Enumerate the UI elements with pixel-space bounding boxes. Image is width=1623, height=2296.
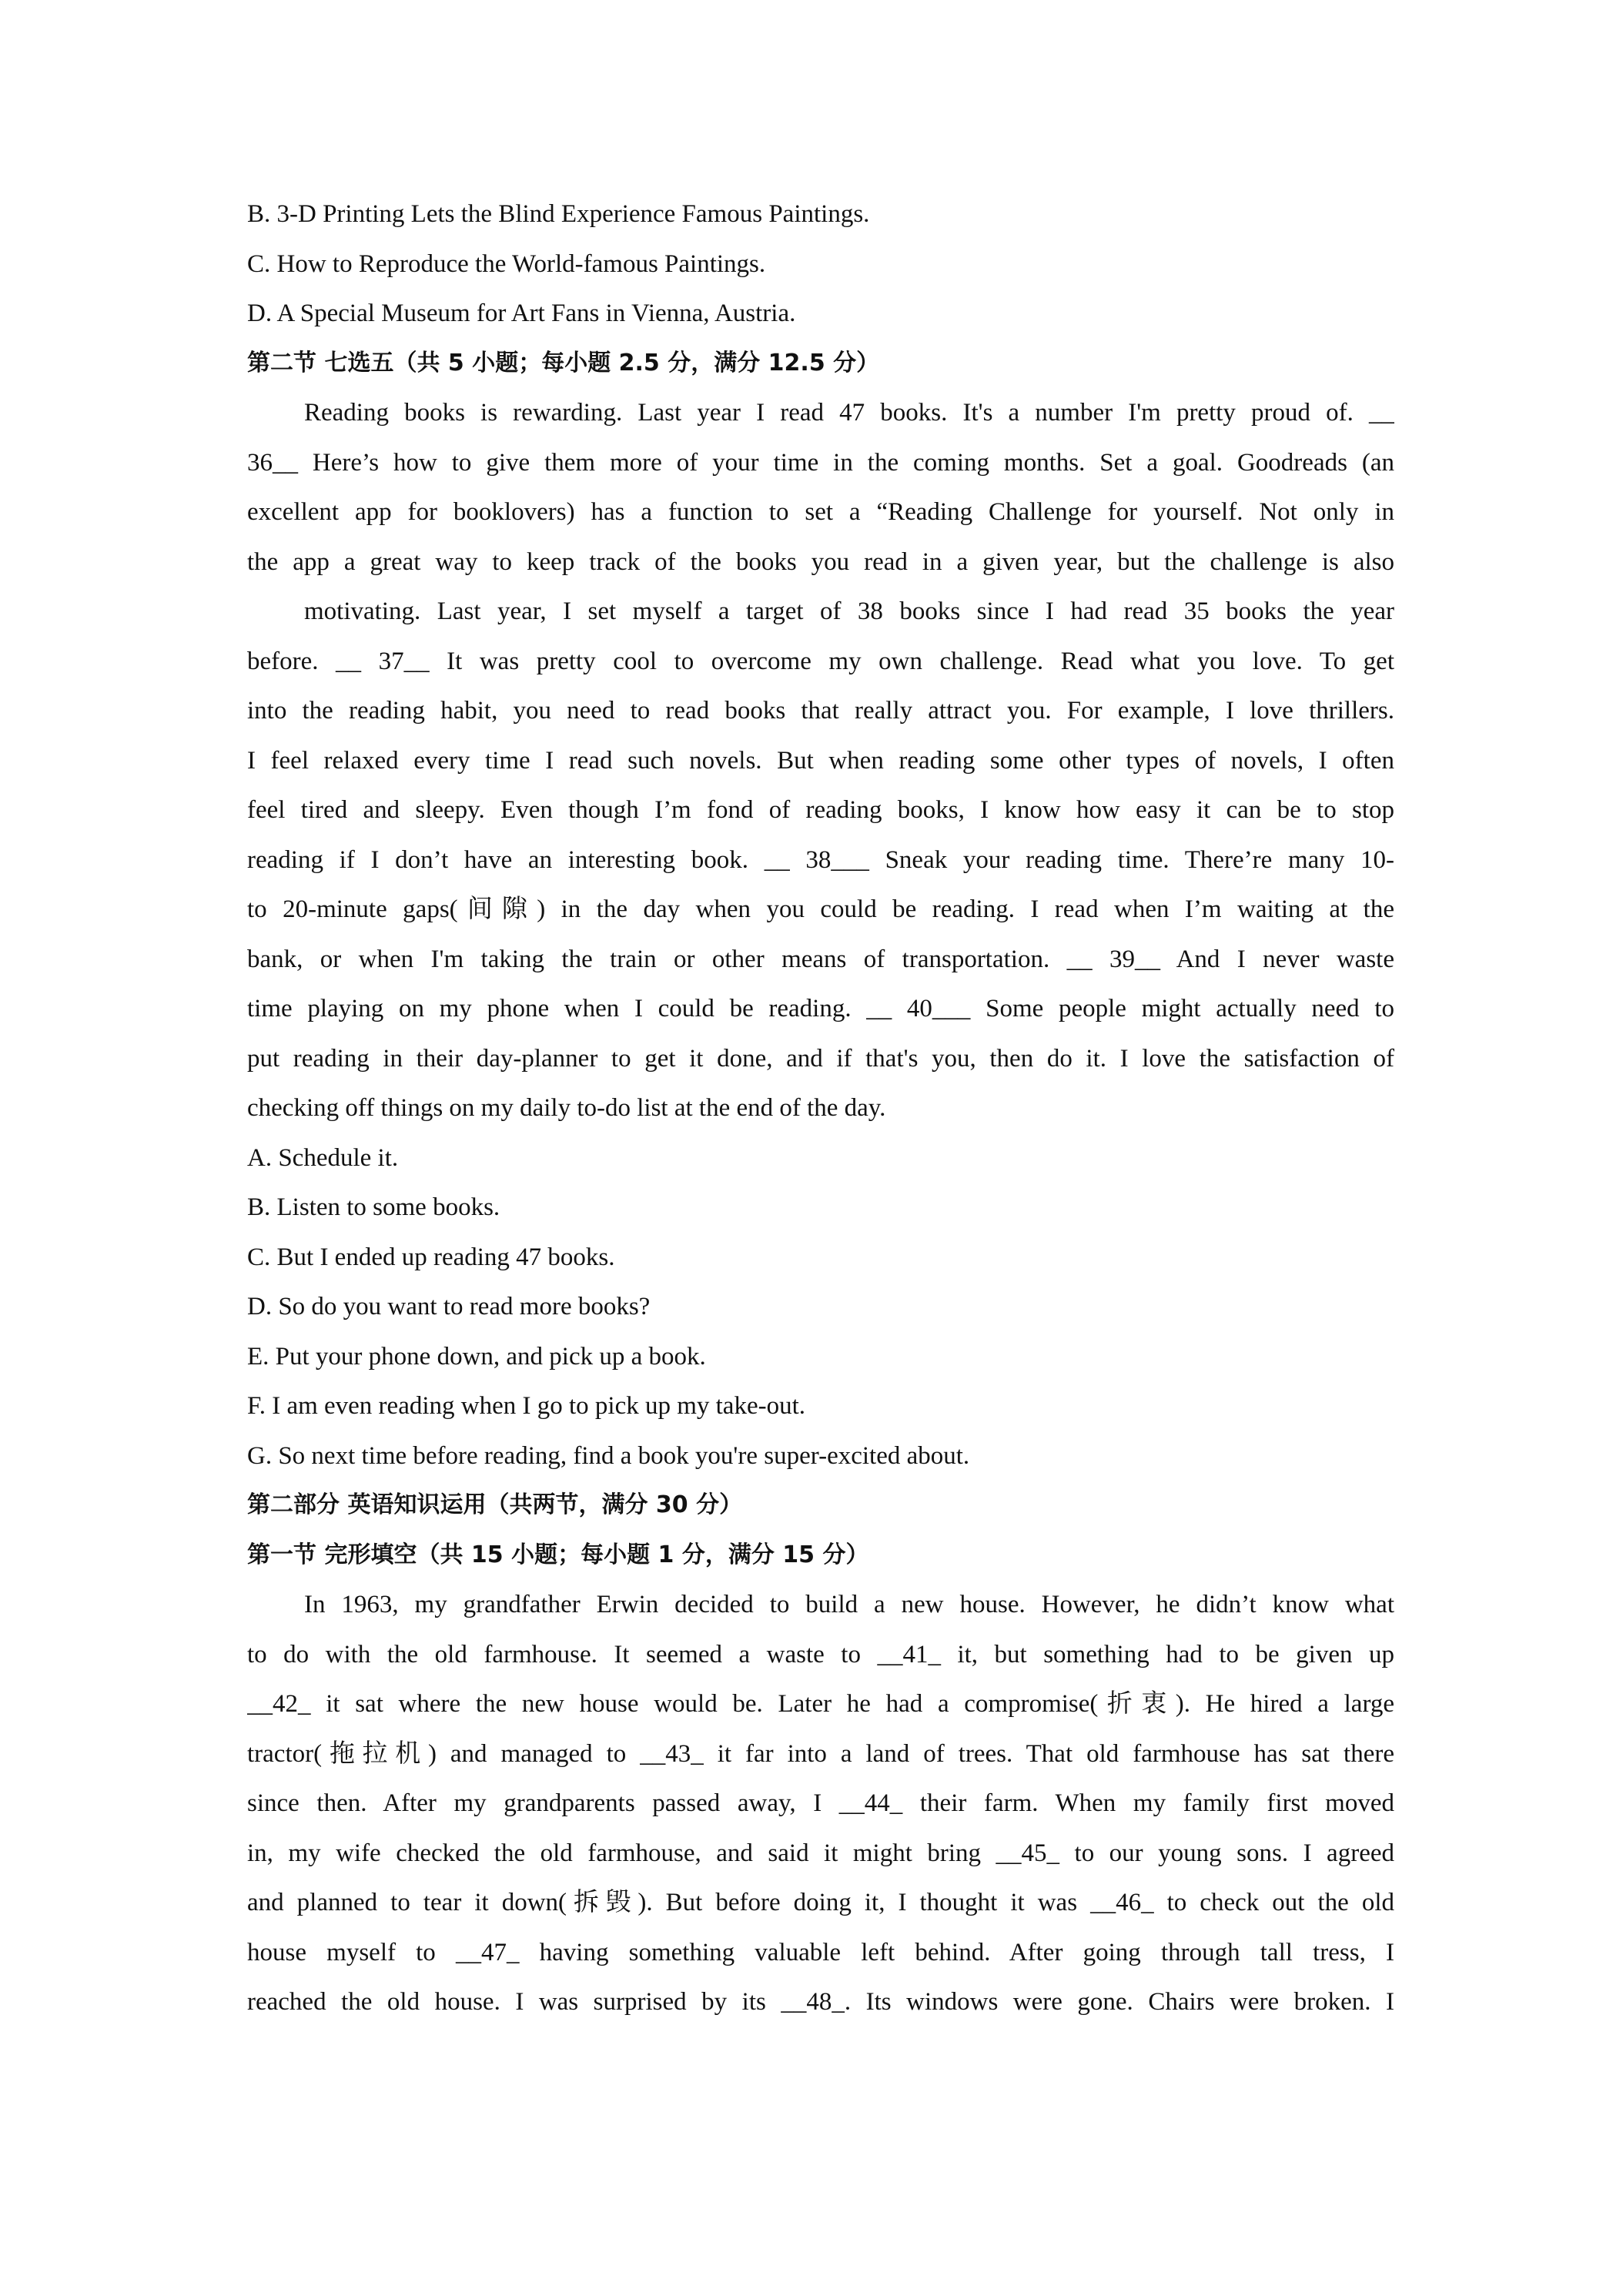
passage-line: to 20-minute gaps(间隙) in the day when you could be reading. I read when I’m waiting at the	[247, 895, 1394, 923]
passage-line: In 1963, my grandfather Erwin decided to build a new house. However, he didn’t know what	[304, 1591, 1394, 1618]
option-line: E. Put your phone down, and pick up a book.	[247, 1342, 706, 1371]
passage-reading-books	[247, 388, 1394, 1133]
option-line: D. So do you want to read more books?	[247, 1293, 651, 1320]
section1-heading: 第一节 完形填空（共 15 小题；每小题 1 分，满分 15 分）	[247, 1541, 869, 1568]
passage-farmhouse	[247, 1580, 1394, 2027]
passage-line: house myself to __47_ having something valuable left behind. After going through tall tress, I	[247, 1938, 1394, 1966]
passage-line: into the reading habit, you need to read books that really attract you. For example, I love thrillers.	[247, 697, 1394, 725]
option-line: F. I am even reading when I go to pick up my take-out.	[247, 1392, 806, 1420]
passage-line: I feel relaxed every time I read such novels. But when reading some other types of novels, I often	[247, 746, 1394, 775]
option-line: B. 3-D Printing Lets the Blind Experience Famous Paintings.	[247, 200, 870, 228]
option-line: C. But I ended up reading 47 books.	[247, 1243, 615, 1271]
page-content	[247, 189, 1394, 2027]
option-line: A. Schedule it.	[247, 1143, 399, 1172]
passage-line: checking off things on my daily to-do list at the end of the day.	[247, 1094, 886, 1122]
passage-line: time playing on my phone when I could be reading. __ 40___ Some people might actually need to	[247, 995, 1394, 1022]
section2-heading: 第二节 七选五（共 5 小题；每小题 2.5 分，满分 12.5 分）	[247, 349, 880, 377]
option-line: D. A Special Museum for Art Fans in Vienna, Austria.	[247, 300, 796, 327]
passage-line: to do with the old farmhouse. It seemed a waste to __41_ it, but something had to be given up	[247, 1640, 1394, 1668]
passage-line: and planned to tear it down(拆毁). But before doing it, I thought it was __46_ to check out the old	[247, 1889, 1394, 1916]
passage-line: motivating. Last year, I set myself a target of 38 books since I had read 35 books the year	[304, 597, 1394, 625]
passage-line: 36__ Here’s how to give them more of your time in the coming months. Set a goal. Goodreads (an	[247, 448, 1394, 477]
passage-line: the app a great way to keep track of the books you read in a given year, but the challenge is also	[247, 547, 1394, 576]
passage-line: excellent app for booklovers) has a function to set a “Reading Challenge for yourself. Not only in	[247, 498, 1394, 526]
options-top	[247, 189, 1394, 339]
seven-options-list	[247, 1133, 1394, 1481]
passage-line: Reading books is rewarding. Last year I read 47 books. It's a number I'm pretty proud of. __	[304, 399, 1394, 427]
passage-line: feel tired and sleepy. Even though I’m fond of reading books, I know how easy it can be to stop	[247, 796, 1394, 824]
passage-line: since then. After my grandparents passed away, I __44_ their farm. When my family first moved	[247, 1789, 1394, 1817]
passage-line: bank, or when I'm taking the train or other means of transportation. __ 39__ And I never waste	[247, 945, 1394, 973]
passage-line: in, my wife checked the old farmhouse, and said it might bring __45_ to our young sons. I agreed	[247, 1839, 1394, 1867]
passage-line: reading if I don’t have an interesting book. __ 38___ Sneak your reading time. There’re many 10-	[247, 845, 1394, 874]
part2-heading: 第二部分 英语知识运用（共两节，满分 30 分）	[247, 1491, 743, 1518]
option-line: C. How to Reproduce the World-famous Paintings.	[247, 249, 766, 278]
passage-line: put reading in their day-planner to get it done, and if that's you, then do it. I love the satisfaction of	[247, 1044, 1394, 1073]
option-line: G. So next time before reading, find a book you're super-excited about.	[247, 1441, 970, 1470]
passage-line: before. __ 37__ It was pretty cool to overcome my own challenge. Read what you love. To get	[247, 647, 1394, 675]
passage-line: reached the old house. I was surprised by its __48_. Its windows were gone. Chairs were broken. I	[247, 1988, 1394, 2016]
option-line: B. Listen to some books.	[247, 1193, 500, 1221]
passage-line: tractor(拖拉机) and managed to __43_ it far into a land of trees. That old farmhouse has sat there	[247, 1739, 1394, 1768]
passage-line: __42_ it sat where the new house would be. Later he had a compromise(折衷). He hired a large	[247, 1690, 1394, 1718]
